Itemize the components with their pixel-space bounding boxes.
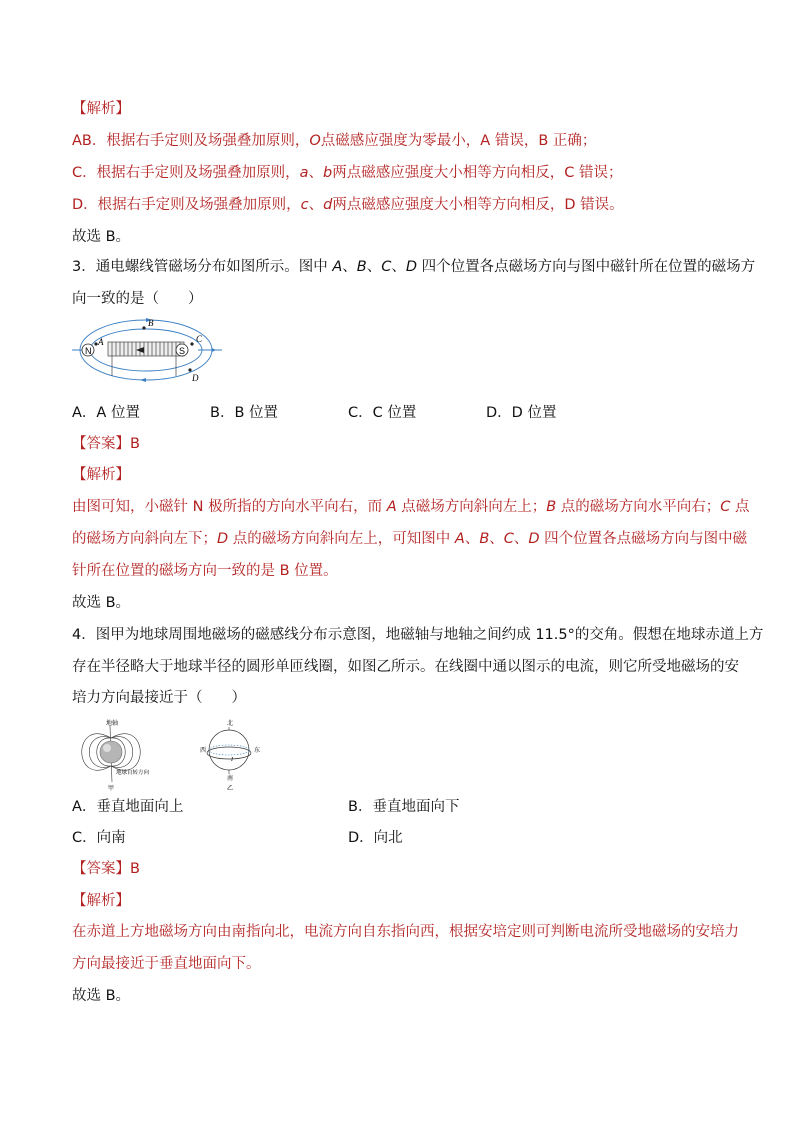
q4-analysis-line-2: 方向最接近于垂直地面向下。 (72, 956, 261, 972)
q4-answer: 【答案】B (72, 861, 140, 877)
svg-text:C: C (196, 334, 203, 344)
q2-analysis-line-2: C．根据右手定则及场强叠加原则，a、b两点磁感应强度大小相等方向相反，C 错误； (72, 165, 623, 181)
earth-globe (100, 741, 122, 763)
q2-analysis-line-1: AB．根据右手定则及场强叠加原则，O点磁感应强度为零最小，A 错误，B 正确； (72, 133, 597, 149)
q4-choice-d[interactable]: D．向北 (348, 830, 403, 846)
q3-analysis-label: 【解析】 (72, 467, 130, 483)
svg-text:乙: 乙 (227, 785, 234, 792)
svg-text:N: N (85, 346, 92, 356)
q3-choice-b[interactable]: B．B 位置 (210, 405, 279, 421)
svg-text:北: 北 (227, 720, 234, 727)
q2-analysis-label: 【解析】 (72, 101, 130, 117)
q3-choice-d[interactable]: D．D 位置 (486, 405, 557, 421)
q4-choice-a[interactable]: A．垂直地面向上 (72, 799, 184, 815)
q3-analysis-line-1: 由图可知，小磁针 N 极所指的方向水平向右，而 A 点磁场方向斜向左上；B 点的磁场方向水平向右；C 点 (72, 499, 750, 515)
q3-analysis-line-3: 针所在位置的磁场方向一致的是 B 位置。 (72, 563, 338, 579)
svg-text:D: D (192, 373, 199, 383)
q4-analysis-line-1: 在赤道上方地磁场方向由南指向北，电流方向自东指向西，根据安培定则可判断电流所受地磁场的安培力 (72, 924, 739, 940)
earth-coil-figure-yi (198, 716, 268, 792)
q4-stem-line-3: 培力方向最接近于（ ） (72, 690, 246, 706)
q3-choice-c[interactable]: C．C 位置 (348, 405, 417, 421)
q2-conclusion: 故选 B。 (72, 229, 131, 245)
svg-text:S: S (179, 346, 186, 356)
q4-analysis-label: 【解析】 (72, 893, 130, 909)
svg-text:南: 南 (227, 775, 234, 782)
svg-text:西: 西 (200, 747, 207, 754)
svg-text:地球自转方向: 地球自转方向 (116, 770, 150, 776)
svg-text:东: 东 (254, 747, 261, 754)
q4-stem-line-1: 4．图甲为地球周围地磁场的磁感线分布示意图，地磁轴与地轴之间约成 11.5°的交角。假想在地球赤道上方 (72, 627, 764, 643)
q3-conclusion: 故选 B。 (72, 595, 131, 611)
svg-text:A: A (98, 337, 104, 347)
earth-field-figure-jia (72, 716, 168, 792)
q4-choice-b[interactable]: B．垂直地面向下 (348, 799, 460, 815)
svg-text:甲: 甲 (108, 785, 115, 792)
q4-conclusion: 故选 B。 (72, 988, 131, 1004)
q3-stem-line-2: 向一致的是（ ） (72, 291, 203, 307)
earth-circle (209, 730, 249, 770)
svg-text:B: B (148, 318, 154, 328)
q3-choice-a[interactable]: A．A 位置 (72, 405, 140, 421)
q4-choice-c[interactable]: C．向南 (72, 830, 126, 846)
svg-text:I: I (231, 757, 233, 763)
q3-answer: 【答案】B (72, 436, 140, 452)
q4-stem-line-2: 存在半径略大于地球半径的圆形单匝线圈，如图乙所示。在线圈中通以图示的电流，则它所受地磁场的安 (72, 659, 739, 675)
svg-text:地轴: 地轴 (106, 720, 119, 727)
q3-stem-line-1: 3．通电螺线管磁场分布如图所示。图中 A、B、C、D 四个位置各点磁场方向与图中磁针所在位置的磁场方 (72, 259, 756, 275)
solenoid-figure (72, 314, 222, 386)
q2-analysis-line-3: D．根据右手定则及场强叠加原则，c、d两点磁感应强度大小相等方向相反，D 错误。 (72, 197, 624, 213)
q3-analysis-line-2: 的磁场方向斜向左下；D 点的磁场方向斜向左上，可知图中 A、B、C、D 四个位置各点磁场方向与图中磁 (72, 531, 748, 547)
